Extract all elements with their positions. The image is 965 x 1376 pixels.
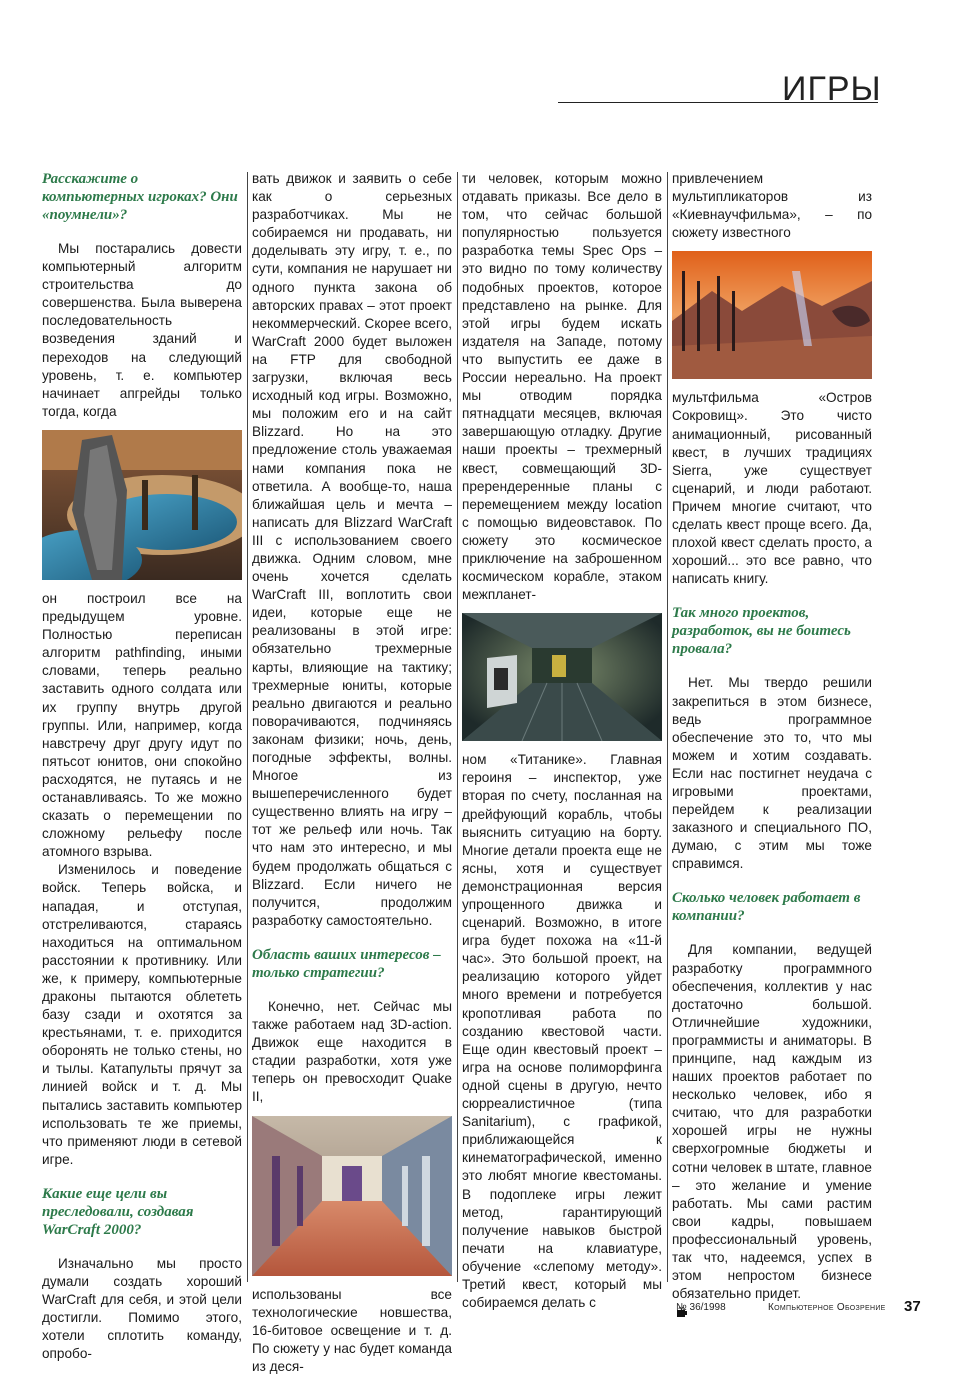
paragraph: Изначально мы просто думали создать хороший WarCraft для себя, и этой цели достигли. Помимо этого, хотели сплотить команду, опробо- bbox=[42, 1255, 242, 1362]
magazine-name: Компьютерное Обозрение bbox=[768, 1302, 886, 1313]
paragraph: Для компании, ведущей разработку программного обеспечения, коллектив у нас достаточно большой. Отличнейшие художники, программисты и аниматоры. В принципе, над каждым из наших проектов работает по несколько человек, ибо я считаю, что для разработки хорошей игры не нужны сверхогромные бюджеты и сотни человек в штате, главное – это желание и умение работать. Мы сами растим свои кадры, повышаем профессиональный уровень, так что, надеемся, успех в этом непростом бизнесе обязательно придет. bbox=[672, 942, 872, 1302]
paragraph: использованы все технологические новшества, 16-битовое освещение и т. д. По сюжету у нас будет команда из деся- bbox=[252, 1286, 452, 1374]
game-screenshot-corridor bbox=[462, 613, 662, 741]
section-title: ИГРЫ bbox=[782, 70, 882, 108]
paragraph: Изменилось и поведение войск. Теперь войска, и нападая, и отступая, отстреливаются, стараясь находиться на оптимальном расстоянии к противнику. Или же, к примеру, компьютерные драконы пытаются облететь базу сзади и охотятся за крестьянами, т. е. приходится оборонять не только стены, но и тылы. Катапульты прячут за линией войск и т. д. Мы пытались заставить компьютер использовать те же приемы, что применяют люди в сетевой игре. bbox=[42, 862, 242, 1167]
game-screenshot-hall bbox=[252, 1116, 452, 1276]
paragraph: ти человек, которым можно отдавать приказы. Все дело в том, что сейчас большой популярностью пользуется разработка темы Spec Ops – это видно по тому количеству подобных проектов, которое представлено на рынке. Для этой игры будем искать издателя на Западе, потому что выпустить ее даже в России нереально. На проект мы отводим порядка пятнадцати месяцев, включая завершающую отладку. Другие наши проекты – трехмерный квест, совмещающий 3D-пререндеренные планы с перемещением между location с помощью видеовставок. По сюжету это космическое приключение на заброшенном космическом корабле, этаком межпланет- bbox=[462, 171, 662, 603]
question-heading: Какие еще цели вы преследовали, создавая WarCraft 2000? bbox=[42, 1185, 194, 1238]
paragraph: Нет. Мы твердо решили закрепиться в этом бизнесе, ведь программное обеспечение это то, что мы можем и хотим создавать. Если нас постигнет неудача с игровыми проектами, перейдем к реализации заказного и специального ПО, думаю, с этим мы тоже справимся. bbox=[672, 675, 872, 872]
column-divider bbox=[457, 172, 458, 1282]
column-2 bbox=[252, 170, 452, 1376]
game-screenshot-fountain bbox=[42, 430, 242, 580]
question-heading: Расскажите о компьютерных игроках? Они «поумнели»? bbox=[42, 171, 238, 223]
paragraph: вать движок и заявить о себе как о серьезных разработчиках. Мы не собираемся ни продавать, ни доделывать эту игру, т. е., по сути, компания не нарушает ни одного пункта закона об авторских правах – этот проект некоммерческий. Скорее всего, WarCraft 2000 будет выложен на FTP для свободной загрузки, включая весь исходный код игры. Возможно, мы положим его и на сайт Blizzard. Но на это предложение столь уважаемая нами компания пока не ответила. А вообще-то, наша ближайшая цель и мечта – написать для Blizzard WarCraft III с использованием своего движка. Одним словом, мне очень хочется сделать WarCraft III, воплотить свои идеи, которые еще не реализованы в этой игре: обязательно трехмерные карты, влияющие на тактику; трехмерные юниты, которые реально двигаются и реально поворачиваются, подчиняясь законам физики; ночь, день, погодные эффекты, волны. Многое из вышеперечисленного будет существенно влиять на игру – тот же рельеф или ночь. Так что нам это интересно, и мы будем продолжать общаться с Blizzard. Если ничего не получится, продолжим разработку самостоятельно. bbox=[252, 171, 452, 928]
column-3 bbox=[462, 170, 662, 1312]
paragraph: мультфильма «Остров Сокровищ». Это чисто анимационный, рисованный квест, в лучших традициях Sierra, уже существует сценарий, и люди работают. Причем многие считают, что сделать квест проще всего. Да, плохой квест сделать просто, а хороший... это все равно, что написать книгу. bbox=[672, 390, 872, 587]
title-rule bbox=[558, 102, 878, 103]
paragraph: Мы постарались довести компьютерный алгоритм строительства до совершенства. Была выверена последовательность возведения зданий и переходов на следующий уровень, т. е. компьютер начинает апгрейды только тогда, когда bbox=[42, 241, 242, 419]
column-1 bbox=[42, 170, 242, 1364]
paragraph: он построил все на предыдущем уровне. Полностью переписан алгоритм pathfinding, иными словами, теперь реально заставить одного солдата или их группу внутрь другой группы. Или, например, когда навстречу друг другу идут по пятьсот юнитов, они спокойно расходятся, не путаясь и не останавливаясь. То же можно сказать о перемещении по сложному рельефу после атомного взрыва. bbox=[42, 590, 242, 860]
paragraph: Конечно, нет. Сейчас мы также работаем над 3D-action. Движок еще находится в стадии разработки, хотя уже теперь он превосходит Quake II, bbox=[252, 998, 452, 1105]
paragraph: привлечением мультипликаторов из «Киевнаучфильма», – по сюжету известного bbox=[672, 171, 872, 241]
issue-number: № 36/1998 bbox=[676, 1302, 726, 1313]
column-4 bbox=[672, 170, 872, 1321]
page-number: 37 bbox=[904, 1298, 921, 1315]
column-divider bbox=[667, 172, 668, 1282]
question-heading: Так много проектов, разработок, вы не боитесь провала? bbox=[672, 605, 851, 658]
column-divider bbox=[247, 172, 248, 1282]
game-screenshot-island bbox=[672, 251, 872, 379]
question-heading: Сколько человек работает в компании? bbox=[672, 890, 861, 925]
paragraph: ном «Титанике». Главная героиня – инспектор, уже вторая по счету, посланная на дрейфующий корабль, чтобы выяснить ситуацию на борту. Многие детали проекта еще не ясны, хотя и существует демонстрационная версия упрощенного движка и сценарий. Возможно, в итоге игра будет похожа на «11-й час». Это большой проект, на реализацию которого уйдет много времени и потребуется кропотливая работа по созданию квестовой части. Еще один квестовый проект – игра на основе полиморфинга одной сцены в другую, нечто сюрреалистичное (типа Sanitarium), с графикой, приближающейся к кинематографической, именно это любят многие квестоманы. В подоплеке игры лежит метод, гарантирующий получение навыков быстрой печати на клавиатуре, обучение «слепому методу». Третий квест, который мы собираемся делать с bbox=[462, 752, 662, 1311]
question-heading: Область ваших интересов – только стратегии? bbox=[252, 946, 441, 981]
